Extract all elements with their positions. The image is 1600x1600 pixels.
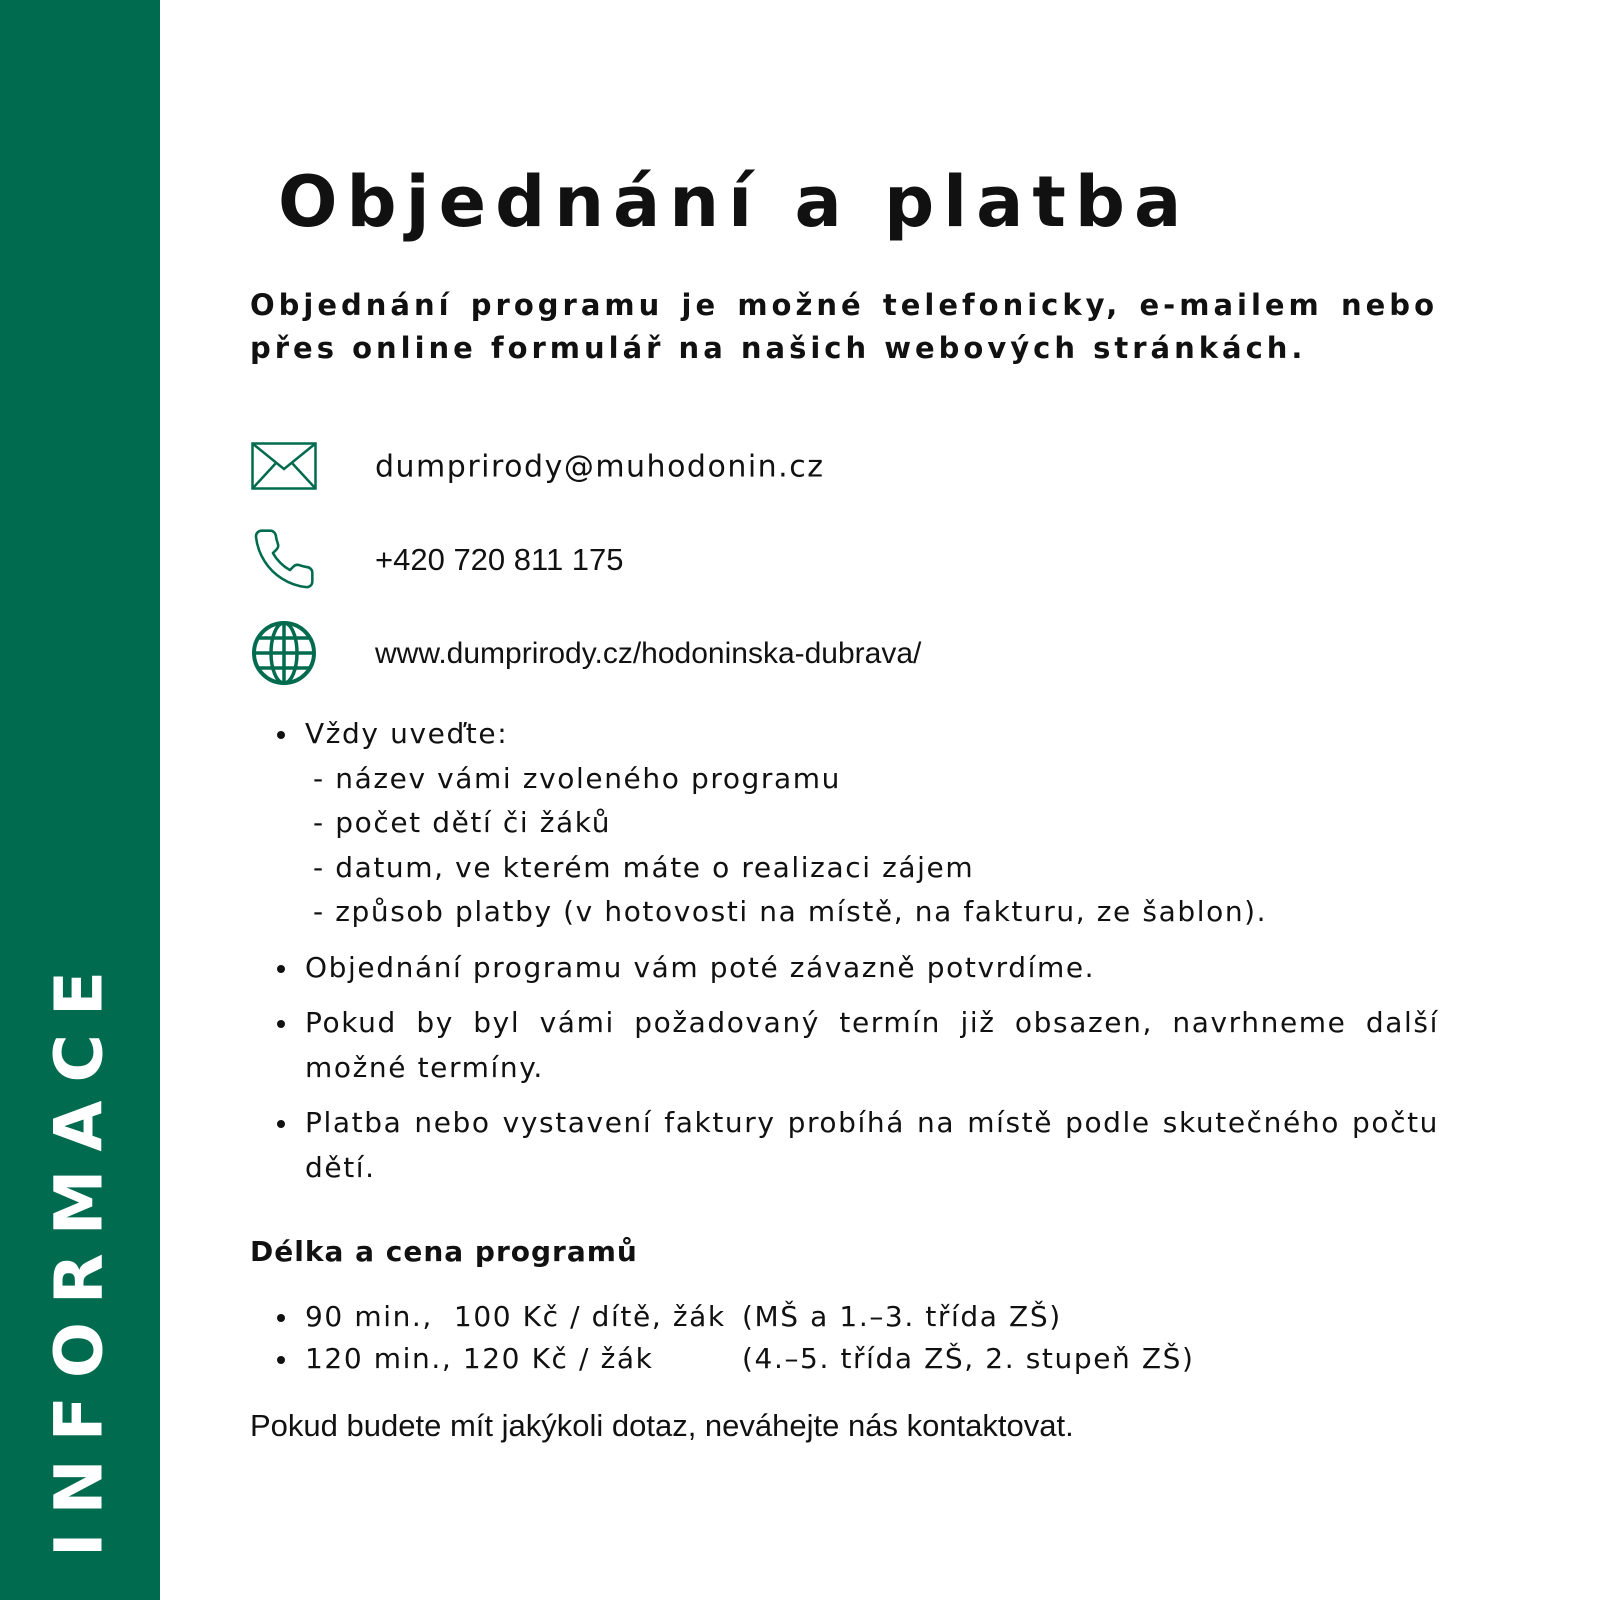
- price-list: [275, 1296, 1195, 1380]
- pricing-heading: Délka a cena programů: [250, 1235, 638, 1268]
- price-main: 120 min., 120 Kč / žák: [305, 1342, 654, 1375]
- sub-list-item: - datum, ve kterém máte o realizaci zájem: [313, 846, 1439, 891]
- sub-list-item: - způsob platby (v hotovosti na místě, na fakturu, ze šablon).: [313, 890, 1439, 935]
- info-list: [275, 712, 1439, 1190]
- contact-email: [250, 432, 1350, 502]
- price-note: (4.–5. třída ZŠ, 2. stupeň ZŠ): [742, 1342, 1195, 1375]
- list-item: Platba nebo vystavení faktury probíhá na místě podle skutečného počtu dětí.: [275, 1101, 1439, 1190]
- phone-link[interactable]: +420 720 811 175: [375, 542, 624, 577]
- list-item: Objednání programu vám poté závazně potvrdíme.: [275, 946, 1439, 991]
- list-item: [275, 712, 1439, 935]
- sidebar-label: INFORMACE: [40, 952, 118, 1558]
- phone-icon: [250, 525, 318, 593]
- price-row: [275, 1338, 1195, 1380]
- sub-list-item: - název vámi zvoleného programu: [313, 757, 1439, 802]
- list-item: Pokud by byl vámi požadovaný termín již obsazen, navrhneme další možné termíny.: [275, 1001, 1439, 1090]
- contact-phone: [250, 525, 1350, 595]
- contact-web: [250, 619, 1350, 689]
- closing-text: Pokud budete mít jakýkoli dotaz, neváhejte nás kontaktovat.: [250, 1408, 1074, 1443]
- page-title: Objednání a platba: [278, 161, 1191, 243]
- globe-icon: [250, 619, 318, 687]
- envelope-icon: [250, 432, 318, 500]
- price-row: [275, 1296, 1195, 1338]
- always-label: Vždy uveďte:: [305, 717, 509, 750]
- email-link[interactable]: dumprirody@muhodonin.cz: [375, 449, 825, 485]
- price-note: (MŠ a 1.–3. třída ZŠ): [742, 1300, 1062, 1333]
- sidebar: [0, 0, 160, 1600]
- intro-text: Objednání programu je možné telefonicky, e-mailem nebo přes online formulář na našich webových stránkách.: [250, 288, 1438, 365]
- sub-list-item: - počet dětí či žáků: [313, 801, 1439, 846]
- website-link[interactable]: www.dumprirody.cz/hodoninska-dubrava/: [375, 637, 922, 670]
- price-main: 90 min., 100 Kč / dítě, žák: [305, 1300, 726, 1333]
- sub-list: [305, 757, 1439, 935]
